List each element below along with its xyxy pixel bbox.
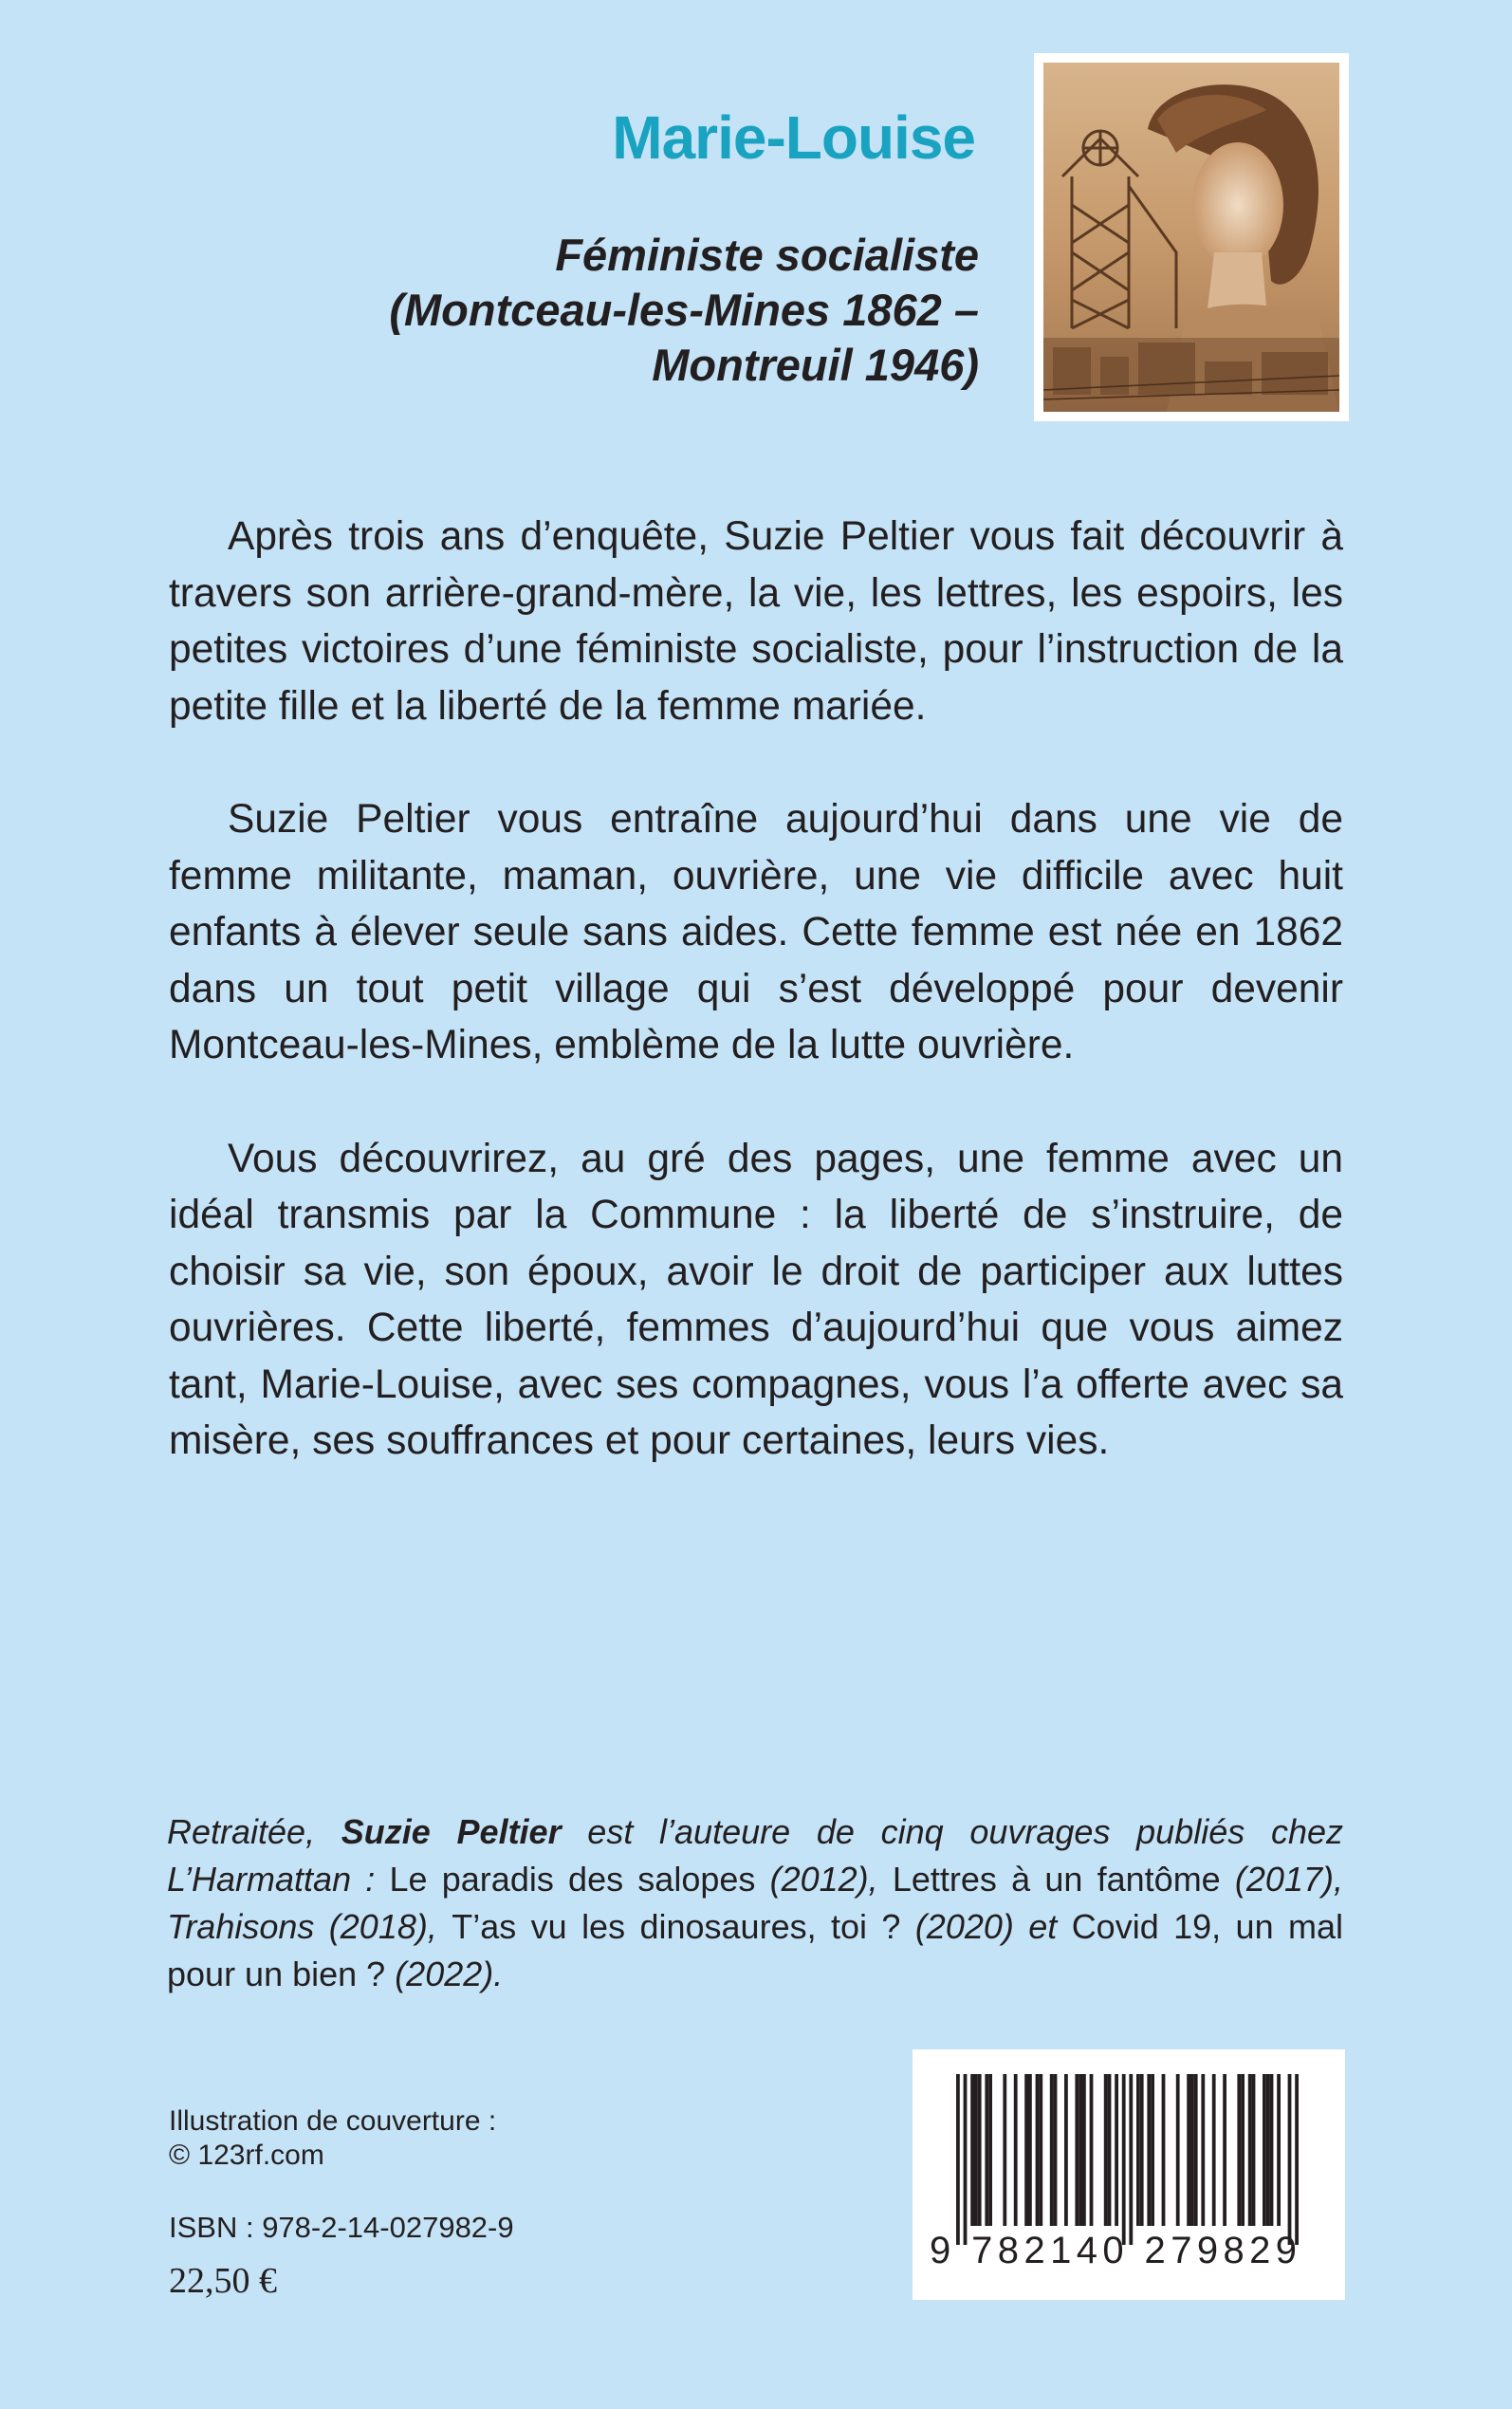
barcode-bar	[1003, 2074, 1006, 2226]
barcode-bar	[1237, 2074, 1241, 2226]
cover-photo	[1034, 53, 1349, 421]
book-title: Marie-Louise	[612, 103, 975, 172]
barcode-bar	[974, 2074, 978, 2226]
barcode-bar	[1176, 2074, 1180, 2226]
subtitle-line: Montreuil 1946)	[652, 340, 979, 390]
barcode-bar	[964, 2074, 968, 2245]
barcode-bar	[978, 2074, 982, 2226]
author-bio	[167, 1808, 1343, 1998]
bio-text: est l’auteure de cinq ouvrages publiés chez L’Harmattan :	[167, 1812, 1343, 1899]
subtitle-line: (Montceau-les-Mines 1862 –	[389, 285, 979, 335]
illustration-credit	[169, 2104, 496, 2173]
summary-paragraph: Vous découvrirez, au gré des pages, une femme avec un idéal transmis par la Commune : la liberté de s’instruire, de choisir sa vie, son époux, avoir le droit de participer aux luttes ouvrières. Cette liberté, femmes d’aujourd’hui que vous aimez tant, Marie-Louise, avec ses compagnes, vous l’a offerte avec sa misère, ses souffrances et pour certaines, leurs vies.	[169, 1136, 1343, 1463]
book-year-2: (2017), Trahisons (2018),	[167, 1860, 1343, 1946]
barcode-bar	[1028, 2074, 1032, 2226]
barcode-bar	[1248, 2074, 1252, 2226]
book-title-1: Le paradis des salopes	[389, 1860, 756, 1899]
book-title-4: Covid 19, un mal pour un bien ?	[167, 1907, 1343, 1993]
book-title-3: T’as vu les dinosaures, toi ?	[452, 1907, 901, 1946]
barcode-bar	[1140, 2074, 1144, 2226]
back-cover-summary	[169, 509, 1343, 1527]
barcode-bar	[1075, 2074, 1079, 2226]
barcode-bar	[1190, 2074, 1194, 2226]
barcode-bar	[1136, 2074, 1140, 2226]
bio-intro: Retraitée,	[167, 1812, 341, 1851]
credit-source: © 123rf.com	[169, 2140, 324, 2171]
author-name: Suzie Peltier	[341, 1812, 562, 1851]
isbn: ISBN : 978-2-14-027982-9	[169, 2211, 514, 2244]
barcode-bar	[985, 2074, 988, 2226]
barcode-bar	[1288, 2074, 1292, 2245]
barcode-bar	[1108, 2074, 1112, 2226]
barcode-bar	[1241, 2074, 1245, 2226]
barcode-bar	[1090, 2074, 1094, 2226]
barcode-bar	[1212, 2074, 1216, 2226]
barcode-bar	[1036, 2074, 1040, 2226]
barcode-bar	[1115, 2074, 1118, 2226]
barcode-bar	[1162, 2074, 1166, 2226]
book-year-3: (2020) et	[900, 1907, 1072, 1946]
book-title-2: Lettres à un fantôme	[892, 1860, 1221, 1899]
barcode-bar	[1270, 2074, 1274, 2226]
barcode-bar	[1129, 2074, 1133, 2245]
book-year-4: (2022).	[385, 1955, 504, 1993]
barcode-bar	[1187, 2074, 1190, 2226]
barcode-bar	[1024, 2074, 1028, 2226]
barcode-bar	[1263, 2074, 1266, 2226]
barcode-bar	[1277, 2074, 1281, 2226]
barcode-bar	[1014, 2074, 1018, 2226]
barcode-bar	[1079, 2074, 1082, 2226]
barcode-digits: 9 782140 279829	[930, 2230, 1302, 2271]
barcode-bar	[1201, 2074, 1205, 2226]
barcode-bar	[1151, 2074, 1154, 2226]
barcode-bar	[970, 2074, 974, 2226]
barcode-bar	[1082, 2074, 1086, 2226]
portrait-photo-icon	[1043, 63, 1339, 412]
barcode-bar	[1223, 2074, 1226, 2226]
credit-label: Illustration de couverture :	[169, 2105, 497, 2137]
barcode-bar	[1266, 2074, 1270, 2226]
barcode-bar	[956, 2074, 960, 2245]
barcode-bar	[1039, 2074, 1042, 2226]
book-subtitle	[220, 228, 979, 393]
barcode-bar	[1252, 2074, 1256, 2226]
barcode-bar	[1104, 2074, 1108, 2226]
barcode-bar	[1054, 2074, 1058, 2226]
barcode-bar	[1295, 2074, 1299, 2245]
summary-paragraph: Après trois ans d’enquête, Suzie Peltier vous fait découvrir à travers son arrière-grand-mère, la vie, les lettres, les espoirs, les petites victoires d’une féministe socialiste, pour l’instruction de la petite fille et la liberté de la femme mariée.	[169, 514, 1343, 729]
barcode-bar	[1194, 2074, 1198, 2226]
barcode-bar	[1050, 2074, 1054, 2226]
barcode-bar	[1147, 2074, 1151, 2226]
barcode-bar	[988, 2074, 992, 2226]
price: 22,50 €	[169, 2261, 277, 2301]
book-year-1: (2012),	[755, 1860, 893, 1899]
subtitle-line: Féministe socialiste	[555, 230, 979, 280]
barcode-bar	[1064, 2074, 1068, 2226]
summary-paragraph: Suzie Peltier vous entraîne aujourd’hui dans une vie de femme militante, maman, ouvrière, une vie difficile avec huit enfants à élever seule sans aides. Cette femme est née en 1862 dans un tout petit village qui s’est développé pour devenir Montceau-les-Mines, emblème de la lutte ouvrière.	[169, 797, 1343, 1067]
barcode-bar	[1122, 2074, 1126, 2245]
barcode	[913, 2049, 1345, 2300]
